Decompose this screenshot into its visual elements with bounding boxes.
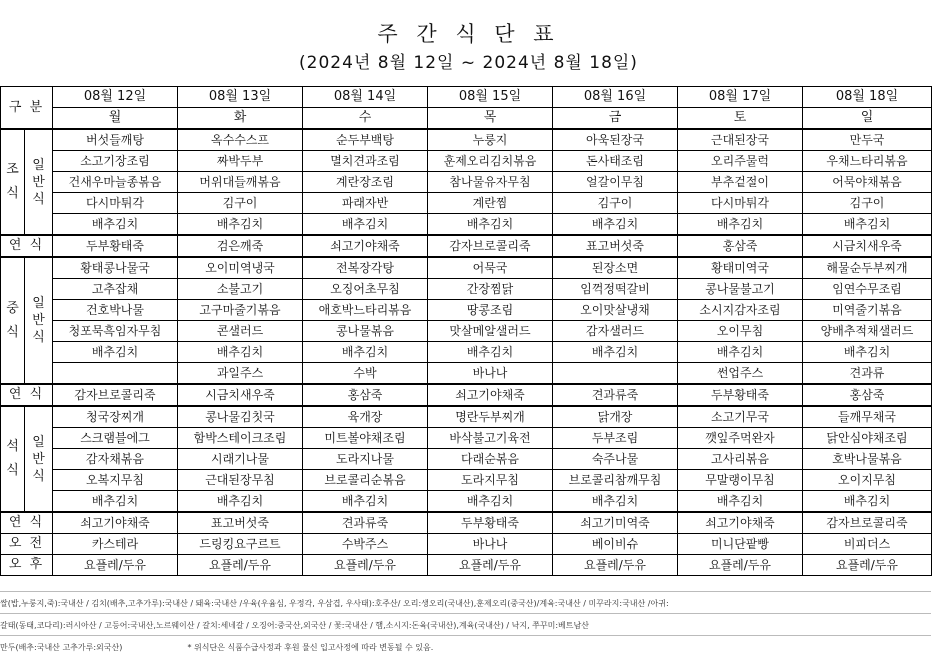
breakfast-menu-item: 건새우마늘종볶음	[53, 172, 178, 193]
breakfast-menu-item: 오리주물럭	[678, 151, 803, 172]
lunch-menu-item: 견과류	[803, 363, 932, 385]
date-header: 08월 15일	[428, 87, 553, 108]
snack2-label: 연 식	[1, 384, 53, 406]
breakfast-menu-item: 얼갈이무침	[553, 172, 678, 193]
breakfast-menu-item: 계란찜	[428, 193, 553, 214]
lunch-menu-item: 어묵국	[428, 257, 553, 279]
date-header: 08월 13일	[178, 87, 303, 108]
dinner-menu-item: 브로콜리순볶음	[303, 470, 428, 491]
dinner-menu-item: 함박스테이크조림	[178, 428, 303, 449]
lunch-menu-item: 감자샐러드	[553, 321, 678, 342]
porridge-menu-item: 시금치새우죽	[178, 384, 303, 406]
dinner-menu-item: 감자채볶음	[53, 449, 178, 470]
lunch-menu-item: 된장소면	[553, 257, 678, 279]
origin-info-line3	[0, 642, 937, 653]
lunch-menu-item: 청포묵흑임자무침	[53, 321, 178, 342]
lunch-menu-item: 콩나물불고기	[678, 279, 803, 300]
weekday-header: 수	[303, 108, 428, 130]
breakfast-menu-item: 김구이	[553, 193, 678, 214]
lunch-menu-item: 오이무침	[678, 321, 803, 342]
lunch-menu-item: 건호박나물	[53, 300, 178, 321]
dinner-menu-item: 배추김치	[53, 491, 178, 513]
porridge-menu-item: 감자브로콜리죽	[53, 384, 178, 406]
dinner-menu-item: 근대된장무침	[178, 470, 303, 491]
breakfast-menu-item: 배추김치	[678, 214, 803, 236]
breakfast-menu-item: 멸치견과조림	[303, 151, 428, 172]
afternoon-snack-item: 요플레/두유	[553, 555, 678, 576]
breakfast-menu-item: 파래자반	[303, 193, 428, 214]
dinner-menu-item: 시래기나물	[178, 449, 303, 470]
breakfast-menu-item: 버섯들깨탕	[53, 129, 178, 151]
lunch-menu-item: 과일주스	[178, 363, 303, 385]
lunch-menu-item: 양배추적채샐러드	[803, 321, 932, 342]
lunch-menu-item: 오징어초무침	[303, 279, 428, 300]
dinner-menu-item: 배추김치	[178, 491, 303, 513]
lunch-menu-item: 임꺽정떡갈비	[553, 279, 678, 300]
date-range: (2024년 8월 12일 ~ 2024년 8월 18일)	[299, 53, 638, 73]
lunch-menu-item: 썬업주스	[678, 363, 803, 385]
breakfast-menu-item: 옥수수스프	[178, 129, 303, 151]
dinner-menu-item: 닭안심야채조림	[803, 428, 932, 449]
lunch-menu-item: 배추김치	[53, 342, 178, 363]
lunch-menu-item: 해물순두부찌개	[803, 257, 932, 279]
breakfast-menu-item: 다시마튀각	[53, 193, 178, 214]
afternoon-snack-item: 요플레/두유	[53, 555, 178, 576]
dinner-menu-item: 깻잎주먹완자	[678, 428, 803, 449]
dumpling-origin: 만두(배추:국내산 고추가루:외국산)	[0, 643, 123, 652]
weekday-header: 일	[803, 108, 932, 130]
porridge-menu-item: 쇠고기야채죽	[53, 512, 178, 534]
weekly-menu-table	[0, 86, 932, 576]
dinner-menu-item: 닭개장	[553, 406, 678, 428]
lunch-menu-item: 고구마줄기볶음	[178, 300, 303, 321]
morning-snack-item: 바나나	[428, 534, 553, 555]
porridge-menu-item: 견과류죽	[303, 512, 428, 534]
dinner-menu-item: 청국장찌개	[53, 406, 178, 428]
weekday-header: 금	[553, 108, 678, 130]
page-title: 주 간 식 단 표	[377, 22, 560, 46]
snack1-label: 연 식	[1, 235, 53, 257]
breakfast-menu-item: 머위대들깨볶음	[178, 172, 303, 193]
porridge-menu-item: 감자브로콜리죽	[803, 512, 932, 534]
porridge-menu-item: 두부황태죽	[53, 235, 178, 257]
breakfast-menu-item: 김구이	[178, 193, 303, 214]
breakfast-menu-item: 김구이	[803, 193, 932, 214]
morning-snack-item: 미니단팥빵	[678, 534, 803, 555]
dinner-menu-item: 배추김치	[553, 491, 678, 513]
menu-change-note: * 위식단은 식품수급사정과 후원 물신 입고사정에 따라 변동될 수 있음.	[187, 643, 434, 652]
porridge-menu-item: 쇠고기야채죽	[428, 384, 553, 406]
date-header: 08월 16일	[553, 87, 678, 108]
lunch-menu-item	[53, 363, 178, 385]
dinner-menu-item: 고사리볶음	[678, 449, 803, 470]
weekday-header: 월	[53, 108, 178, 130]
dinner-type-label: 일 반 식	[25, 406, 53, 512]
afternoon-snack-item: 요플레/두유	[428, 555, 553, 576]
afternoon-snack-item: 요플레/두유	[803, 555, 932, 576]
snack3-label: 연 식	[1, 512, 53, 534]
lunch-menu-item: 황태미역국	[678, 257, 803, 279]
breakfast-menu-item: 다시마튀각	[678, 193, 803, 214]
weekday-header: 토	[678, 108, 803, 130]
breakfast-menu-item: 배추김치	[428, 214, 553, 236]
porridge-menu-item: 쇠고기야채죽	[678, 512, 803, 534]
breakfast-menu-item: 만두국	[803, 129, 932, 151]
breakfast-menu-item: 근대된장국	[678, 129, 803, 151]
dinner-menu-item: 오이지무침	[803, 470, 932, 491]
lunch-menu-item: 임연수무조림	[803, 279, 932, 300]
lunch-menu-item: 간장찜닭	[428, 279, 553, 300]
lunch-menu-item: 미역줄기볶음	[803, 300, 932, 321]
lunch-menu-item	[553, 363, 678, 385]
breakfast-menu-item: 순두부백탕	[303, 129, 428, 151]
lunch-menu-item: 콘샐러드	[178, 321, 303, 342]
lunch-menu-item: 전복장각탕	[303, 257, 428, 279]
porridge-menu-item: 홍삼죽	[678, 235, 803, 257]
porridge-menu-item: 시금치새우죽	[803, 235, 932, 257]
lunch-menu-item: 소불고기	[178, 279, 303, 300]
origin-info-line1: 쌀(밥,누룽지,죽):국내산 / 김치(배추,고추가루):국내산 / 돼육:국내산 /우육(우윰심, 우정각, 우삼겹, 우사태):호주산/ 오리:생오리(국내산),훈제오리(중국산)/계육:국내산 / 미꾸라지:국내산 /아귀:	[0, 599, 669, 608]
dinner-menu-item: 배추김치	[428, 491, 553, 513]
dinner-label: 석 식	[1, 406, 25, 512]
lunch-menu-item: 바나나	[428, 363, 553, 385]
lunch-menu-item: 고추잡채	[53, 279, 178, 300]
dinner-menu-item: 스크램블에그	[53, 428, 178, 449]
breakfast-menu-item: 부추겉절이	[678, 172, 803, 193]
dinner-menu-item: 두부조림	[553, 428, 678, 449]
breakfast-menu-item: 배추김치	[803, 214, 932, 236]
lunch-menu-item: 배추김치	[553, 342, 678, 363]
porridge-menu-item: 쇠고기야채죽	[303, 235, 428, 257]
breakfast-menu-item: 배추김치	[303, 214, 428, 236]
lunch-menu-item: 소시지감자조림	[678, 300, 803, 321]
lunch-menu-item: 콩나물볶음	[303, 321, 428, 342]
morning-snack-item: 카스테라	[53, 534, 178, 555]
lunch-menu-item: 배추김치	[428, 342, 553, 363]
lunch-menu-item: 오이맛살냉채	[553, 300, 678, 321]
lunch-label: 중 식	[1, 257, 25, 384]
porridge-menu-item: 견과류죽	[553, 384, 678, 406]
morning-snack-item: 드링킹요구르트	[178, 534, 303, 555]
porridge-menu-item: 검은깨죽	[178, 235, 303, 257]
pm-label: 오 후	[1, 555, 53, 576]
weekday-header: 목	[428, 108, 553, 130]
breakfast-menu-item: 배추김치	[53, 214, 178, 236]
afternoon-snack-item: 요플레/두유	[303, 555, 428, 576]
weekday-header: 화	[178, 108, 303, 130]
morning-snack-item: 비피더스	[803, 534, 932, 555]
lunch-menu-item: 배추김치	[178, 342, 303, 363]
date-header: 08월 12일	[53, 87, 178, 108]
dinner-menu-item: 숙주나물	[553, 449, 678, 470]
porridge-menu-item: 감자브로콜리죽	[428, 235, 553, 257]
dinner-menu-item: 도라지나물	[303, 449, 428, 470]
lunch-menu-item: 오이미역냉국	[178, 257, 303, 279]
lunch-menu-item: 땅콩조림	[428, 300, 553, 321]
breakfast-menu-item: 계란장조림	[303, 172, 428, 193]
breakfast-menu-item: 배추김치	[553, 214, 678, 236]
porridge-menu-item: 표고버섯죽	[178, 512, 303, 534]
porridge-menu-item: 두부황태죽	[428, 512, 553, 534]
porridge-menu-item: 쇠고기미역죽	[553, 512, 678, 534]
lunch-menu-item: 배추김치	[803, 342, 932, 363]
lunch-menu-item: 배추김치	[303, 342, 428, 363]
breakfast-menu-item: 누룽지	[428, 129, 553, 151]
breakfast-menu-item: 훈제오리김치볶음	[428, 151, 553, 172]
dinner-menu-item: 미트볼야채조림	[303, 428, 428, 449]
porridge-menu-item: 표고버섯죽	[553, 235, 678, 257]
date-header: 08월 14일	[303, 87, 428, 108]
porridge-menu-item: 두부황태죽	[678, 384, 803, 406]
lunch-menu-item: 배추김치	[678, 342, 803, 363]
dinner-menu-item: 배추김치	[803, 491, 932, 513]
porridge-menu-item: 홍삼죽	[303, 384, 428, 406]
breakfast-menu-item: 참나물유자무침	[428, 172, 553, 193]
breakfast-type-label: 일 반 식	[25, 129, 53, 235]
dinner-menu-item: 오복지무침	[53, 470, 178, 491]
dinner-menu-item: 배추김치	[678, 491, 803, 513]
morning-snack-item: 베이비슈	[553, 534, 678, 555]
breakfast-menu-item: 배추김치	[178, 214, 303, 236]
dinner-menu-item: 소고기무국	[678, 406, 803, 428]
breakfast-menu-item: 우채느타리볶음	[803, 151, 932, 172]
dinner-menu-item: 다래순볶음	[428, 449, 553, 470]
origin-info-line2: 갈태(동태,코다리):러시아산 / 고등어:국내산,노르웨이산 / 갈치:세네갈 / 오징어:중국산,외국산 / 꽃:국내산 / 햄,소시지:돈육(국내산),계육(국내산) / 낙지, 쭈꾸미:베트남산	[0, 621, 589, 630]
dinner-menu-item: 브로콜리참깨무침	[553, 470, 678, 491]
dinner-menu-item: 무말랭이무침	[678, 470, 803, 491]
afternoon-snack-item: 요플레/두유	[178, 555, 303, 576]
breakfast-menu-item: 소고기장조림	[53, 151, 178, 172]
dinner-menu-item: 배추김치	[303, 491, 428, 513]
date-header: 08월 17일	[678, 87, 803, 108]
dinner-menu-item: 육개장	[303, 406, 428, 428]
afternoon-snack-item: 요플레/두유	[678, 555, 803, 576]
am-label: 오 전	[1, 534, 53, 555]
dinner-menu-item: 도라지무침	[428, 470, 553, 491]
porridge-menu-item: 홍삼죽	[803, 384, 932, 406]
lunch-menu-item: 황태콩나물국	[53, 257, 178, 279]
breakfast-menu-item: 돈사태조림	[553, 151, 678, 172]
corner-label: 구 분	[1, 87, 53, 130]
dinner-menu-item: 바삭불고기육전	[428, 428, 553, 449]
lunch-menu-item: 맛살메알샐러드	[428, 321, 553, 342]
breakfast-menu-item: 짜박두부	[178, 151, 303, 172]
dinner-menu-item: 들깨무채국	[803, 406, 932, 428]
lunch-menu-item: 수박	[303, 363, 428, 385]
breakfast-label: 조 식	[1, 129, 25, 235]
breakfast-menu-item: 어묵야채볶음	[803, 172, 932, 193]
dinner-menu-item: 호박나물볶음	[803, 449, 932, 470]
date-header: 08월 18일	[803, 87, 932, 108]
morning-snack-item: 수박주스	[303, 534, 428, 555]
dinner-menu-item: 명란두부찌개	[428, 406, 553, 428]
breakfast-menu-item: 아욱된장국	[553, 129, 678, 151]
lunch-menu-item: 애호박느타리볶음	[303, 300, 428, 321]
dinner-menu-item: 콩나물김칫국	[178, 406, 303, 428]
lunch-type-label: 일 반 식	[25, 257, 53, 384]
